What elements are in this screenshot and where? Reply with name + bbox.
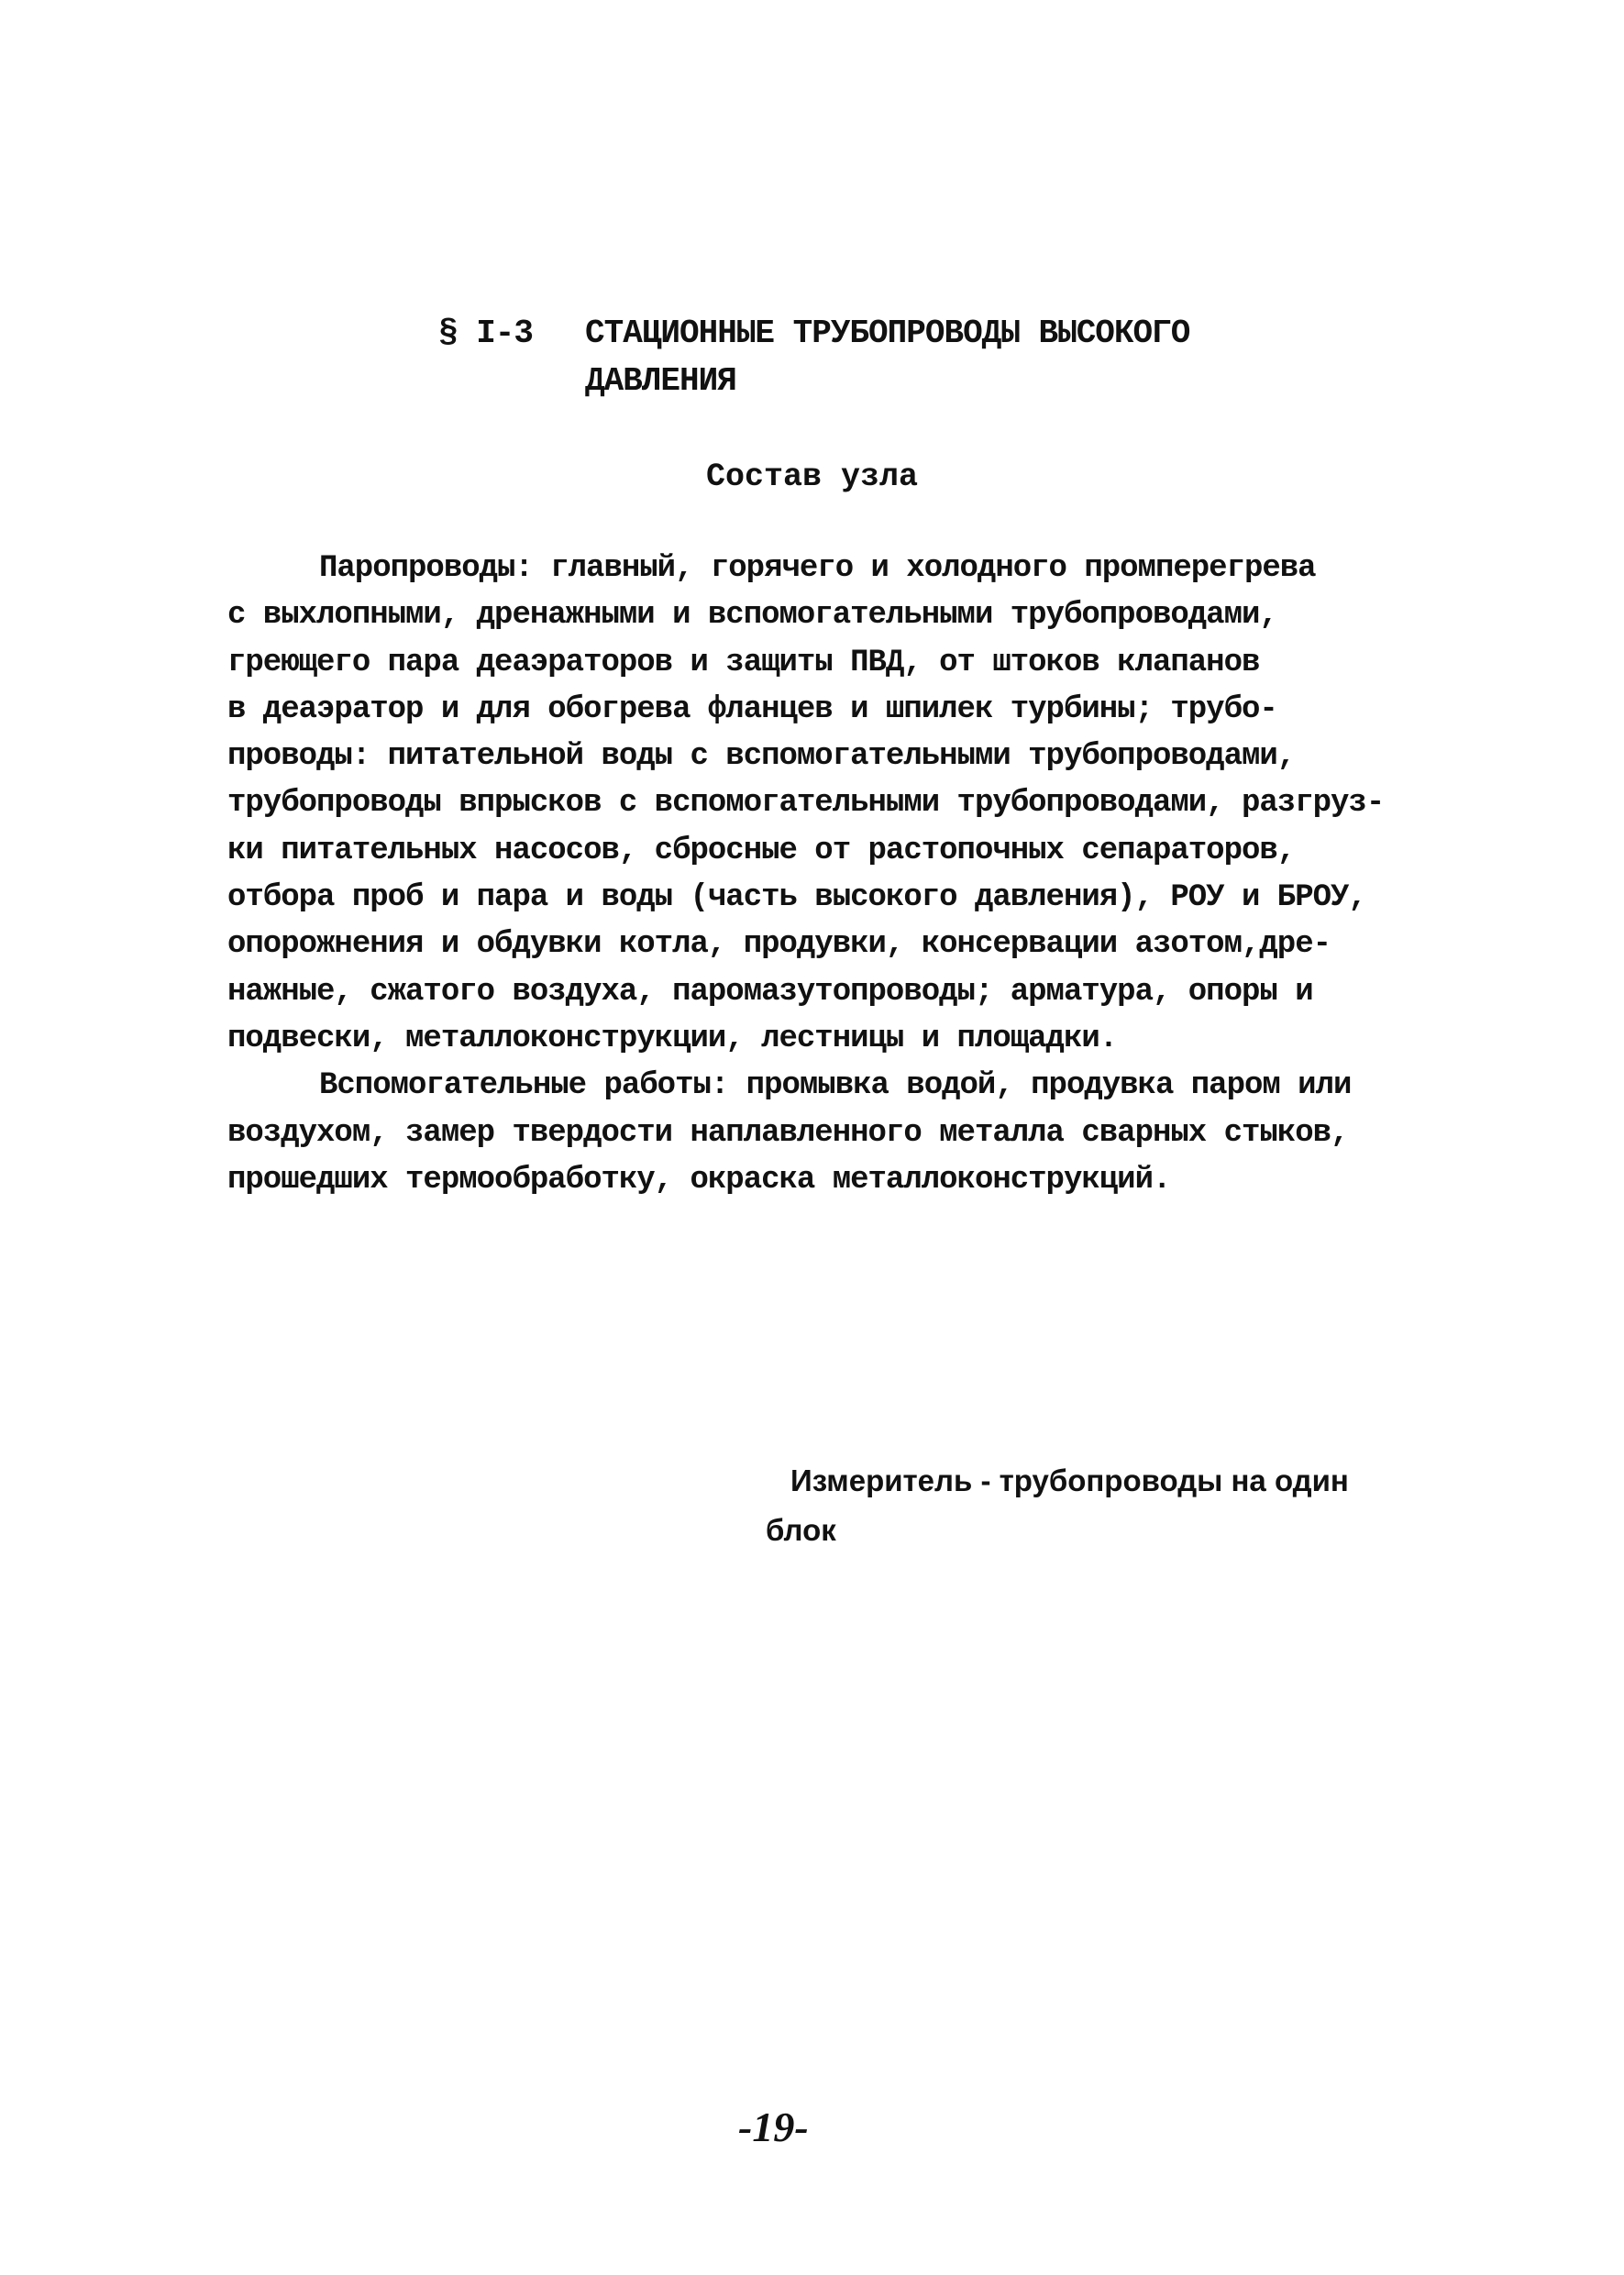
heading-line-1 bbox=[438, 310, 1189, 358]
paragraph-line: отбора проб и пара и воды (часть высокого давления), РОУ и БРОУ, bbox=[227, 880, 1366, 916]
paragraph-line: опорожнения и обдувки котла, продувки, консервации азотом,дре- bbox=[227, 927, 1331, 963]
paragraph-line: проводы: питательной воды с вспомогательными трубопроводами, bbox=[227, 739, 1296, 775]
section-title-line-2: ДАВЛЕНИЯ bbox=[585, 362, 736, 400]
paragraph-line: с выхлопными, дренажными и вспомогательными трубопроводами, bbox=[227, 598, 1277, 634]
measurement-line-2: блок bbox=[766, 1513, 836, 1547]
paragraph-line: трубопроводы впрысков с вспомогательными трубопроводами, разгруз- bbox=[227, 786, 1385, 822]
subtitle: Состав узла bbox=[706, 458, 919, 495]
section-title-line-1: СТАЦИОННЫЕ ТРУБОПРОВОДЫ ВЫСОКОГО bbox=[585, 315, 1190, 352]
paragraph-line: подвески, металлоконструкции, лестницы и площадки. bbox=[227, 1021, 1118, 1056]
paragraph-line: ки питательных насосов, сбросные от растопочных сепараторов, bbox=[227, 833, 1296, 868]
paragraph-line: греющего пара деаэраторов и защиты ПВД, от штоков клапанов bbox=[227, 645, 1260, 680]
paragraph-line: в деаэратор и для обогрева фланцев и шпилек турбины; трубо- bbox=[227, 691, 1277, 727]
section-heading bbox=[438, 310, 1189, 405]
body-text bbox=[227, 546, 1484, 1204]
paragraph-line: воздухом, замер твердости наплавленного металла сварных стыков, bbox=[227, 1115, 1349, 1151]
section-number: § I-3 bbox=[438, 315, 534, 352]
measurement-unit bbox=[766, 1456, 1349, 1555]
paragraph-line: нажные, сжатого воздуха, паромазутопроводы; арматура, опоры и bbox=[227, 974, 1313, 1010]
page-number: -19- bbox=[738, 2104, 809, 2150]
measurement-line-1: Измеритель - трубопроводы на один bbox=[790, 1463, 1349, 1497]
paragraph-line: Паропроводы: главный, горячего и холодного промперегрева bbox=[319, 551, 1316, 586]
paragraph-line: прошедших термообработку, окраска металлоконструкций. bbox=[227, 1162, 1171, 1198]
paragraph-line: Вспомогательные работы: промывка водой, продувка паром или bbox=[319, 1068, 1352, 1104]
